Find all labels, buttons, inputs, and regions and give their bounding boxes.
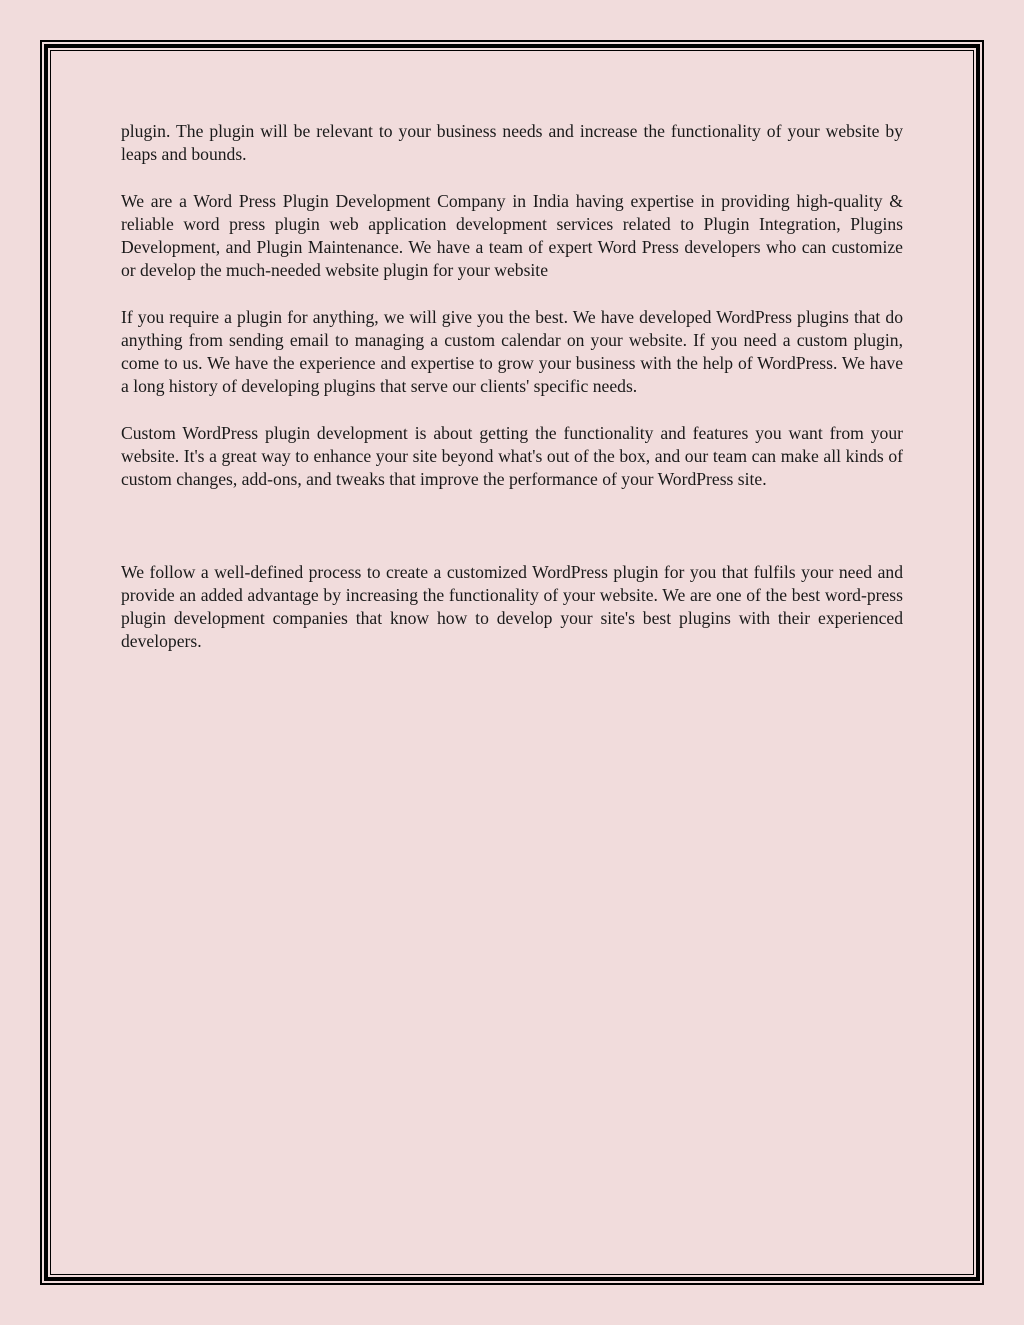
paragraph-plugin-experience: If you require a plugin for anything, we will give you the best. We have developed WordPress plugins that do anything from sending email to managing a custom calendar on your website. If you need a custom plugin, come to us. We have the experience and expertise to grow your business with the help of WordPress. We have a long history of developing plugins that serve our clients' specific needs. [121,306,903,397]
paragraph-gap [121,514,903,560]
document-body [121,120,903,677]
paragraph-company-intro: We are a Word Press Plugin Development Company in India having expertise in providing high-quality & reliable word press plugin web application development services related to Plugin Integration, Plugins Development, and Plugin Maintenance. We have a team of expert Word Press developers who can customize or develop the much-needed website plugin for your website [121,190,903,281]
paragraph-plugin-relevance: plugin. The plugin will be relevant to your business needs and increase the functionality of your website by leaps and bounds. [121,121,903,165]
paragraph-custom-development: Custom WordPress plugin development is about getting the functionality and features you want from your website. It's a great way to enhance your site beyond what's out of the box, and our team can make all kinds of custom changes, add-ons, and tweaks that improve the performance of your WordPress site. [121,422,903,489]
paragraph-process: We follow a well-defined process to create a customized WordPress plugin for you that fulfils your need and provide an added advantage by increasing the functionality of your website. We are one of the best word-press plugin development companies that know how to develop your site's best plugins with their experienced developers. [121,561,903,652]
